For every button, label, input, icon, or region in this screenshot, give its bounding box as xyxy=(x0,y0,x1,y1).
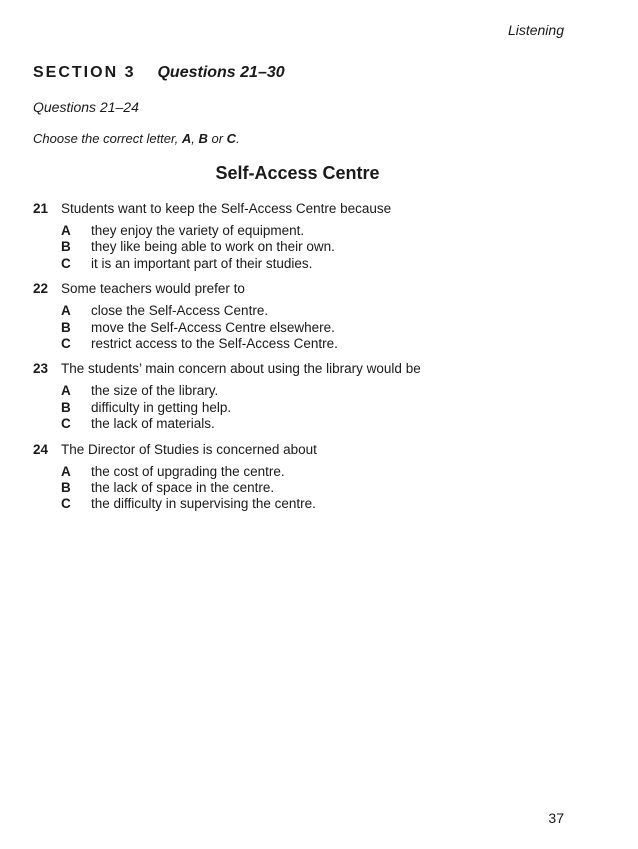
option-text: the lack of materials. xyxy=(91,416,215,432)
option-c xyxy=(33,416,593,432)
option-letter: A xyxy=(61,303,71,319)
instruction-suffix: . xyxy=(236,131,240,146)
question-stem xyxy=(33,280,593,297)
option-b xyxy=(33,480,593,496)
option-b xyxy=(33,320,593,336)
instruction-letter-b: B xyxy=(198,131,208,146)
option-letter: B xyxy=(61,319,71,335)
question-21 xyxy=(33,200,593,272)
option-letter: B xyxy=(61,239,71,255)
option-text: the cost of upgrading the centre. xyxy=(91,463,285,479)
section-questions-range: Questions 21–30 xyxy=(157,64,285,81)
option-letter: A xyxy=(61,223,71,238)
question-number: 21 xyxy=(33,201,49,216)
instruction-prefix: Choose the correct letter, xyxy=(33,131,182,146)
instruction-sep-1: , xyxy=(191,131,199,146)
option-a xyxy=(33,383,593,399)
option-letter: C xyxy=(61,255,71,271)
option-text: close the Self-Access Centre. xyxy=(91,303,269,319)
question-text: The Director of Studies is concerned about xyxy=(61,441,317,457)
question-text: Some teachers would prefer to xyxy=(61,281,245,297)
instruction-sep-2: or xyxy=(207,131,227,146)
option-letter: C xyxy=(61,416,71,432)
option-letter: C xyxy=(61,336,71,352)
passage-title: Self-Access Centre xyxy=(215,163,380,183)
option-letter: B xyxy=(61,480,71,496)
sub-heading: Questions 21–24 xyxy=(33,99,139,115)
option-text: move the Self-Access Centre elsewhere. xyxy=(91,319,335,335)
option-text: they like being able to work on their own. xyxy=(91,239,335,255)
instruction-letter-a: A xyxy=(181,131,192,146)
instruction-letter-c: C xyxy=(226,131,237,146)
question-stem xyxy=(33,441,593,458)
option-text: they enjoy the variety of equipment. xyxy=(91,223,305,238)
option-c xyxy=(33,336,593,352)
option-letter: A xyxy=(61,463,71,479)
section-heading xyxy=(33,64,285,82)
question-24 xyxy=(33,441,593,513)
option-c xyxy=(33,496,593,512)
question-number: 24 xyxy=(33,441,49,457)
question-number: 23 xyxy=(33,361,49,377)
option-c xyxy=(33,256,593,272)
option-a xyxy=(33,464,593,480)
section-label: SECTION 3 xyxy=(33,64,136,81)
option-letter: A xyxy=(61,383,71,399)
option-b xyxy=(33,400,593,416)
option-b xyxy=(33,239,593,255)
option-a xyxy=(33,223,593,239)
question-number: 22 xyxy=(33,281,49,297)
option-text: restrict access to the Self-Access Centre. xyxy=(91,336,338,352)
running-head: Listening xyxy=(507,22,564,38)
question-text: The students’ main concern about using the library would be xyxy=(61,361,421,377)
option-text: it is an important part of their studies. xyxy=(91,255,313,271)
question-stem xyxy=(33,200,593,217)
option-text: the size of the library. xyxy=(91,383,219,399)
question-23 xyxy=(33,360,593,432)
question-list xyxy=(33,200,593,521)
option-letter: B xyxy=(61,399,71,415)
option-text: difficulty in getting help. xyxy=(91,399,232,415)
question-stem xyxy=(33,360,593,377)
question-text: Students want to keep the Self-Access Centre because xyxy=(61,201,392,216)
instruction xyxy=(33,131,240,146)
option-text: the lack of space in the centre. xyxy=(91,480,275,496)
option-letter: C xyxy=(61,496,71,512)
question-22 xyxy=(33,280,593,352)
option-text: the difficulty in supervising the centre. xyxy=(91,496,316,512)
option-a xyxy=(33,303,593,319)
page-number: 37 xyxy=(548,810,564,826)
